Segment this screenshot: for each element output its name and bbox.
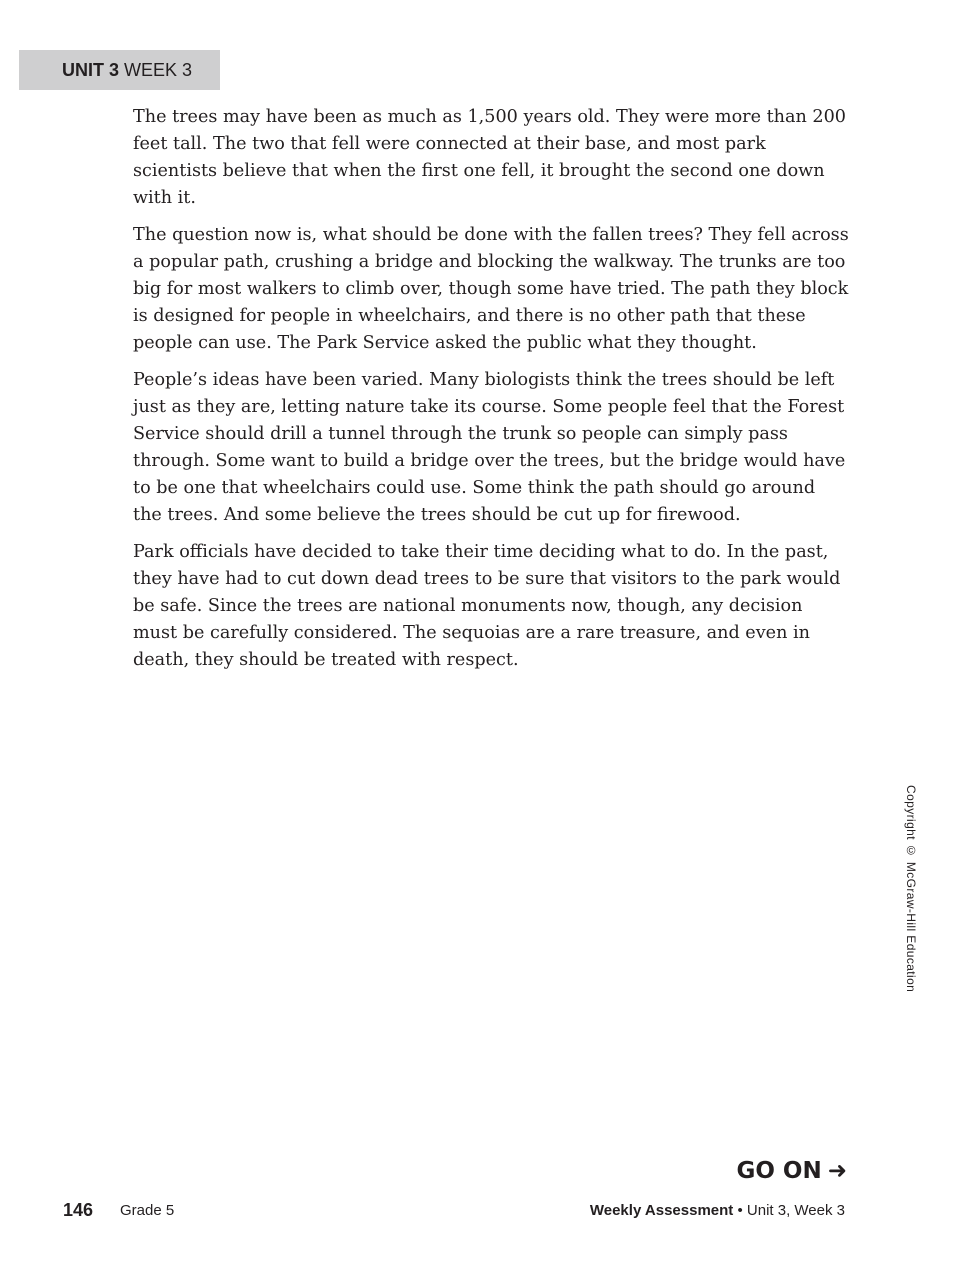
arrow-right-icon: ➜ [827,1158,847,1184]
passage-paragraph: The question now is, what should be done with the fallen trees? They fell across a popular path, crushing a bridge and blocking the walkway. The trunks are too big for most walkers to climb over, though some have tried. The path they block is designed for people in wheelchairs, and there is no other path that these people can use. The Park Service asked the public what they thought. [133,225,849,353]
unit-label: UNIT 3 [62,60,120,80]
footer-separator: • [737,1202,743,1219]
passage-paragraph: The trees may have been as much as 1,500 years old. They were more than 200 feet tall. The two that fell were connected at their base, and most park scientists believe that when the first one fell, it brought the second one down with it. [133,107,846,208]
grade-label: Grade 5 [120,1202,175,1219]
reading-passage [133,104,849,684]
assessment-title: Weekly Assessment [589,1202,734,1219]
passage-paragraph: Park officials have decided to take their time deciding what to do. In the past, they have had to cut down dead trees to be sure that visitors to the park would be safe. Since the trees are national monuments now, though, any decision must be carefully considered. The sequoias are a rare treasure, and even in death, they should be treated with respect. [133,542,841,670]
go-on-label: GO ON [736,1158,822,1184]
week-label: WEEK 3 [124,60,193,80]
passage-paragraph: People’s ideas have been varied. Many biologists think the trees should be left just as they are, letting nature take its course. Some people feel that the Forest Service should drill a tunnel through the trunk so people can simply pass through. Some want to build a bridge over the trees, but the bridge would have to be one that wheelchairs could use. Some think the path should go around the trees. And some believe the trees should be cut up for firewood. [133,370,846,525]
unit-week-tab [19,50,220,90]
go-on-indicator [736,1156,847,1186]
unit-week-footer: Unit 3, Week 3 [746,1202,845,1219]
assessment-footer [590,1200,845,1222]
copyright-notice: Copyright © McGraw-Hill Education [904,785,918,993]
page-number: 146 [63,1200,94,1220]
